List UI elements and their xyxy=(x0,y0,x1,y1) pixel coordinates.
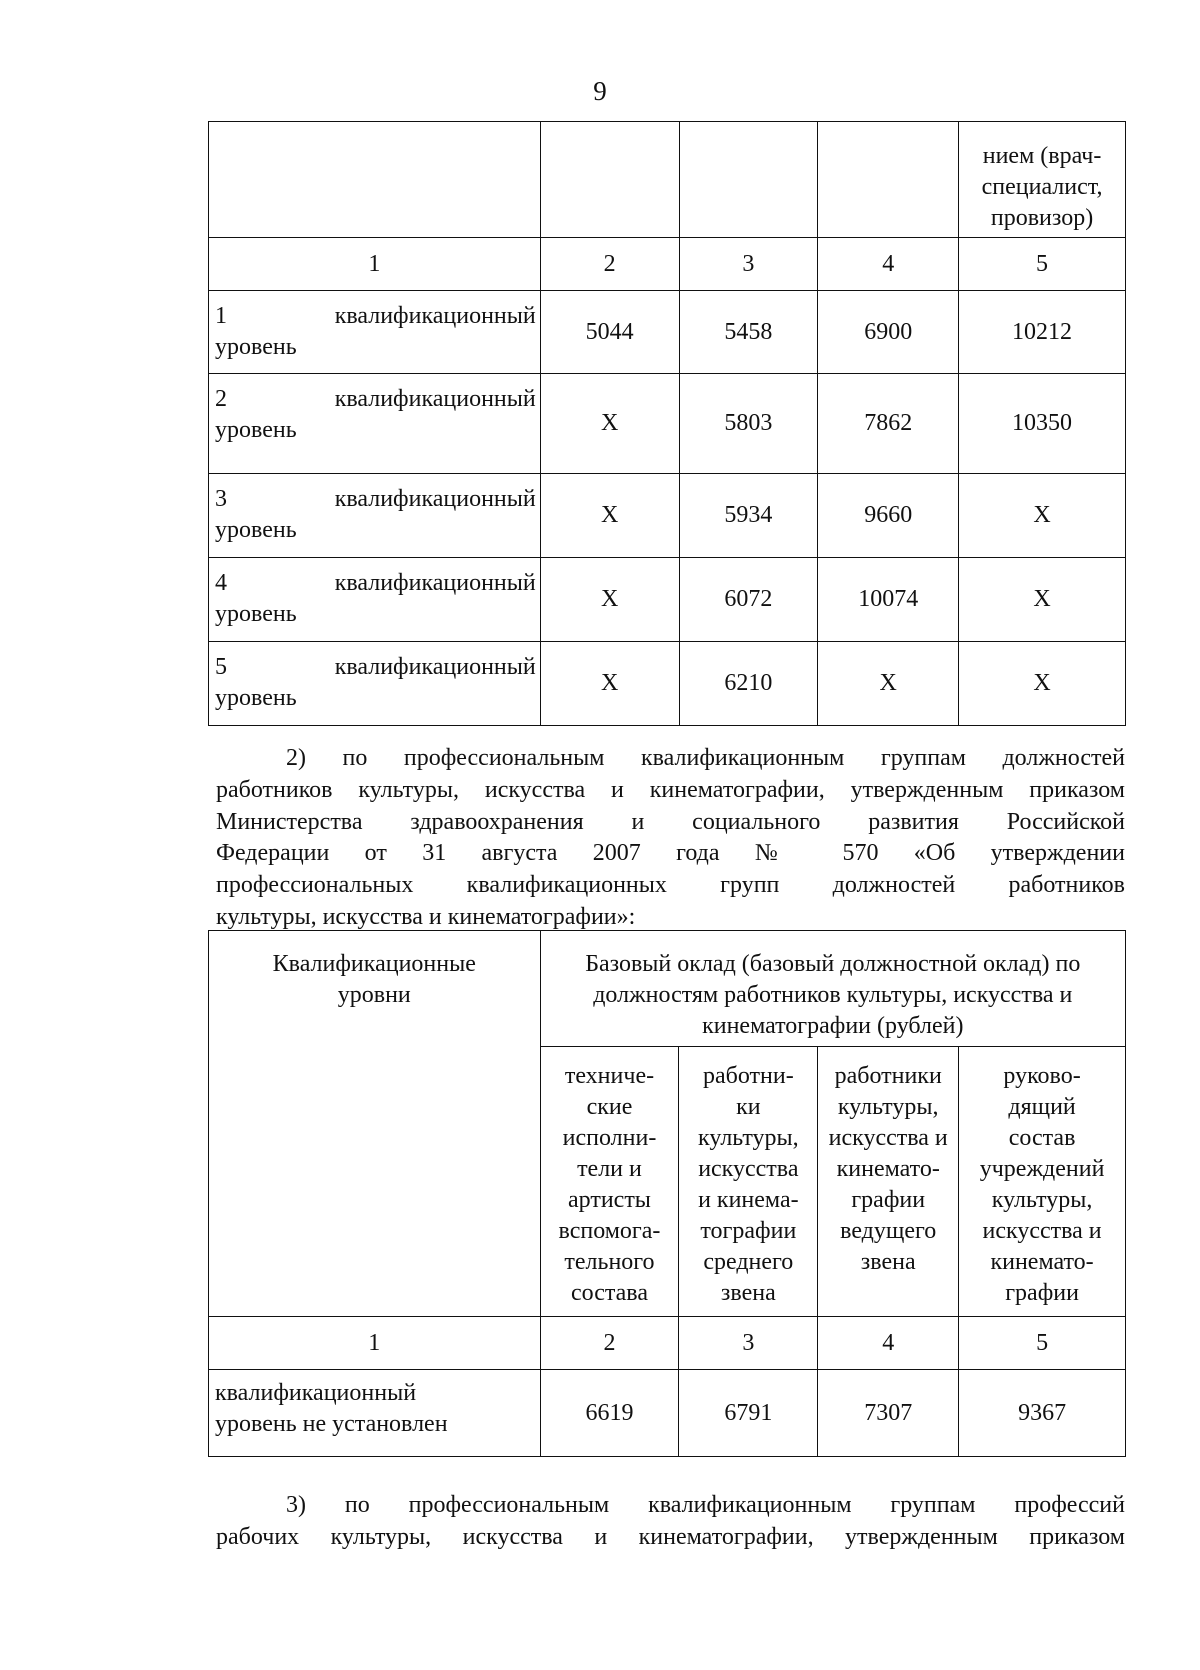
col-number: 5 xyxy=(959,1317,1126,1370)
col-number: 3 xyxy=(679,238,818,291)
table-row xyxy=(209,558,1126,642)
table-row xyxy=(209,1370,1126,1457)
value-cell: 5044 xyxy=(540,291,679,374)
header-cell-empty xyxy=(540,122,679,238)
page-number: 9 xyxy=(593,76,607,106)
col-number: 2 xyxy=(540,1317,679,1370)
value-cell: 5458 xyxy=(679,291,818,374)
table-row xyxy=(209,642,1126,726)
col-number: 1 xyxy=(209,238,541,291)
subheader-technical-staff: техниче- ские исполни- тели и артисты вспомога- тельного состава xyxy=(540,1047,679,1317)
col-number: 1 xyxy=(209,1317,541,1370)
level-label: 1 квалификационный уровень xyxy=(209,291,541,374)
col-number: 4 xyxy=(818,238,959,291)
value-cell: 9367 xyxy=(959,1370,1126,1457)
paragraph-line: профессиональных квалификационных групп должностей работников xyxy=(216,872,1125,899)
paragraph-line: работников культуры, искусства и кинематографии, утвержденным приказом xyxy=(216,776,1125,803)
value-cell: 5934 xyxy=(679,474,818,558)
header-cell-empty xyxy=(209,122,541,238)
value-cell: X xyxy=(959,642,1126,726)
value-cell: 6791 xyxy=(679,1370,818,1457)
paragraph-line: культуры, искусства и кинематографии»: xyxy=(216,903,636,930)
paragraph-line: 2) по профессиональным квалификационным группам должностей xyxy=(286,745,1125,771)
subheader-leading-level-staff: работники культуры, искусства и кинемато- графии ведущего звена xyxy=(818,1047,959,1317)
value-cell: X xyxy=(959,558,1126,642)
paragraph-line: рабочих культуры, искусства и кинематографии, утвержденным приказом xyxy=(216,1523,1125,1550)
table-row xyxy=(209,291,1126,374)
value-cell: 7307 xyxy=(818,1370,959,1457)
value-cell: X xyxy=(540,474,679,558)
table-header-row xyxy=(209,122,1126,238)
header-base-salary: Базовый оклад (базовый должностной оклад) по должностям работников культуры, искусства и кинематографии (рублей) xyxy=(540,931,1125,1047)
value-cell: 5803 xyxy=(679,374,818,474)
value-cell: 6619 xyxy=(540,1370,679,1457)
paragraph-line: 3) по профессиональным квалификационным группам профессий xyxy=(286,1492,1125,1518)
level-label: 5 квалификационный уровень xyxy=(209,642,541,726)
subheader-management-staff: руково- дящий состав учреждений культуры, искусства и кинемато- графии xyxy=(959,1047,1126,1317)
table-row xyxy=(209,474,1126,558)
level-label: квалификационный уровень не установлен xyxy=(209,1370,541,1457)
column-number-row xyxy=(209,1317,1126,1370)
value-cell: 10074 xyxy=(818,558,959,642)
level-label: 4 квалификационный уровень xyxy=(209,558,541,642)
col-number: 3 xyxy=(679,1317,818,1370)
header-line: специалист, xyxy=(981,174,1103,200)
column-number-row xyxy=(209,238,1126,291)
value-cell: X xyxy=(540,374,679,474)
table-header-row xyxy=(209,931,1126,1047)
header-line: провизор) xyxy=(990,205,1094,231)
col-number: 5 xyxy=(959,238,1126,291)
paragraph-line: Министерства здравоохранения и социального развития Российской xyxy=(216,808,1125,835)
header-cell-empty xyxy=(818,122,959,238)
header-qualification-levels: Квалификационные уровни xyxy=(209,931,541,1317)
value-cell: 7862 xyxy=(818,374,959,474)
value-cell: 6900 xyxy=(818,291,959,374)
table-row xyxy=(209,374,1126,474)
value-cell: 10212 xyxy=(959,291,1126,374)
level-label: 2 квалификационный уровень xyxy=(209,374,541,474)
value-cell: X xyxy=(818,642,959,726)
header-line: нием (врач- xyxy=(982,143,1102,169)
paragraph-2 xyxy=(216,743,1125,934)
value-cell: 6072 xyxy=(679,558,818,642)
header-cell-col5 xyxy=(959,122,1126,238)
col-number: 4 xyxy=(818,1317,959,1370)
subheader-middle-level-staff: работни- ки культуры, искусства и кинема- тографии среднего звена xyxy=(679,1047,818,1317)
paragraph-line: Федерации от 31 августа 2007 года № 570 «Об утверждении xyxy=(216,840,1125,867)
value-cell: 10350 xyxy=(959,374,1126,474)
value-cell: X xyxy=(540,642,679,726)
value-cell: X xyxy=(540,558,679,642)
value-cell: 9660 xyxy=(818,474,959,558)
col-number: 2 xyxy=(540,238,679,291)
salary-table-culture xyxy=(208,930,1126,1457)
paragraph-3 xyxy=(216,1490,1125,1554)
value-cell: 6210 xyxy=(679,642,818,726)
salary-table-medical xyxy=(208,121,1126,726)
header-cell-empty xyxy=(679,122,818,238)
level-label: 3 квалификационный уровень xyxy=(209,474,541,558)
value-cell: X xyxy=(959,474,1126,558)
